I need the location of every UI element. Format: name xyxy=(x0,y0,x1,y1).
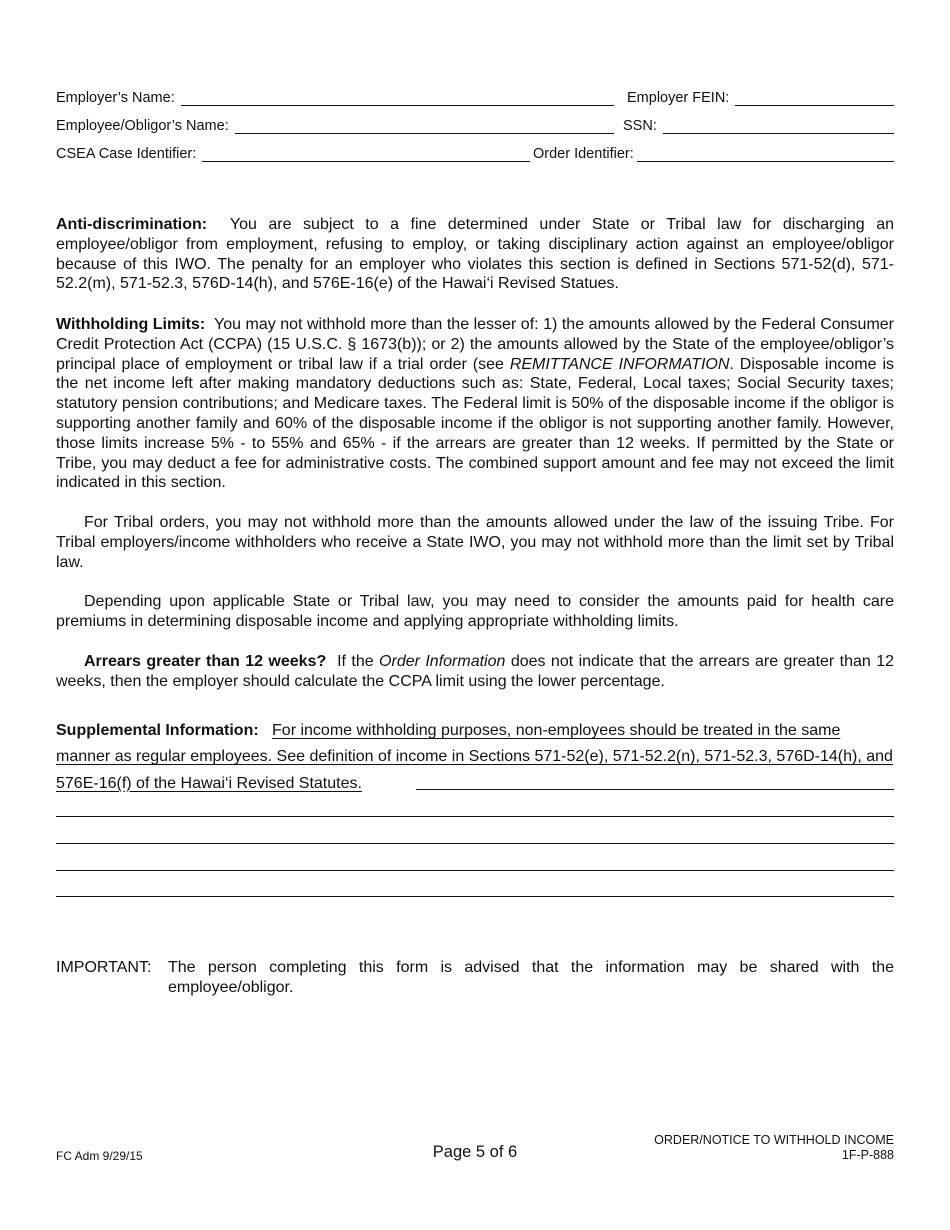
withholding-limits-text-continued: . Disposable income is the net income left after making mandatory deductions such as: State, Federal, Local taxes; Social Security taxes; statutory pension contributions; and Medicare taxes. The Federal limit is 50% of the disposable income if the obligor is supporting another family and 60% of the disposable income if the obligor is not supporting another family. However, those limits increase 5% - to 55% and 65% - if the arrears are greater than 12 weeks. If permitted by the State or Tribe, you may deduct a fee for administrative costs. The combined support amount and fee may not exceed the limit indicated in this section. xyxy=(56,355,894,492)
employer-name-label: Employer’s Name: xyxy=(56,90,175,106)
anti-discrimination-text: You are subject to a fine determined under State or Tribal law for discharging an employee/obligor from employment, refusing to employ, or taking disciplinary action against an employee/obligor because of this IWO. The penalty for an employer who violates this section is defined in Sections 571-52(d), 571-52.2(m), 571-52.3, 576D-14(h), and 576E-16(e) of the Hawai‘i Revised Statues. xyxy=(56,216,895,293)
footer-form-date: FC Adm 9/29/15 xyxy=(56,1149,143,1163)
tribal-orders-paragraph xyxy=(56,513,894,572)
supplemental-line-tail[interactable] xyxy=(416,789,894,790)
arrears-text-continued: does not indicate that the arrears are greater than 12 weeks, then the employer should calculate the CCPA limit using the lower percentage. xyxy=(56,653,895,690)
csea-case-label: CSEA Case Identifier: xyxy=(56,146,197,162)
footer-form-number: 1F-P-888 xyxy=(841,1148,894,1162)
order-identifier-field[interactable] xyxy=(533,146,894,162)
remittance-information-reference: REMITTANCE INFORMATION xyxy=(509,355,730,373)
supplemental-line[interactable] xyxy=(56,843,894,844)
employer-name-line[interactable] xyxy=(181,91,614,106)
supplemental-heading: Supplemental Information: xyxy=(56,722,259,739)
employer-name-field[interactable] xyxy=(56,90,614,106)
order-information-reference: Order Information xyxy=(379,653,506,670)
important-text: The person completing this form is advised that the information may be shared with the employee/obligor. xyxy=(168,959,894,996)
employer-fein-label: Employer FEIN: xyxy=(627,90,730,106)
employee-name-field[interactable] xyxy=(56,118,614,134)
arrears-heading: Arrears greater than 12 weeks? xyxy=(84,653,327,670)
important-notice xyxy=(56,958,894,998)
supplemental-text[interactable]: For income withholding purposes, non-employees should be treated in the same manner as regular employees. See definition of income in Sections 571-52(e), 571-52.2(n), 571-52.3, 576D-14(h), and 576E-16(f) of the Hawai‘i Revised Statutes. xyxy=(56,722,893,792)
ssn-label: SSN: xyxy=(623,118,657,134)
arrears-paragraph xyxy=(56,652,894,692)
ssn-line[interactable] xyxy=(663,119,894,134)
header-row-case xyxy=(56,146,894,166)
employee-name-label: Employee/Obligor’s Name: xyxy=(56,118,229,134)
health-care-paragraph xyxy=(56,592,894,632)
withholding-limits-paragraph xyxy=(56,315,894,493)
order-identifier-label: Order Identifier: xyxy=(533,146,634,162)
tribal-orders-text: For Tribal orders, you may not withhold more than the amounts allowed under the law of the issuing Tribe. For Tribal employers/income withholders who receive a State IWO, you may not withhold more than the limit set by Tribal law. xyxy=(56,514,894,571)
employee-name-line[interactable] xyxy=(235,119,614,134)
order-identifier-line[interactable] xyxy=(637,147,894,162)
withholding-limits-heading: Withholding Limits: xyxy=(56,316,206,333)
anti-discrimination-heading: Anti-discrimination: xyxy=(56,216,208,233)
csea-case-field[interactable] xyxy=(56,146,530,162)
arrears-text: If the xyxy=(337,653,380,670)
supplemental-line[interactable] xyxy=(56,870,894,871)
supplemental-information xyxy=(56,718,894,797)
header-row-employer xyxy=(56,90,894,110)
footer-form-title: ORDER/NOTICE TO WITHHOLD INCOME xyxy=(654,1133,894,1147)
supplemental-line[interactable] xyxy=(56,896,894,897)
employer-fein-field[interactable] xyxy=(627,90,894,106)
important-label: IMPORTANT: xyxy=(56,959,152,976)
form-page xyxy=(56,0,894,1230)
health-care-text: Depending upon applicable State or Tribal law, you may need to consider the amounts paid for health care premiums in determining disposable income and applying appropriate withholding limits. xyxy=(56,593,894,630)
ssn-field[interactable] xyxy=(623,118,894,134)
supplemental-line[interactable] xyxy=(56,816,894,817)
anti-discrimination-paragraph xyxy=(56,215,894,294)
page-number: Page 5 of 6 xyxy=(432,1143,518,1161)
footer-form-info xyxy=(654,1133,894,1163)
employer-fein-line[interactable] xyxy=(735,91,894,106)
withholding-limits-text: You may not withhold more than the lesser of: 1) the amounts allowed by the Federal Consumer Credit Protection Act (CCPA) (15 U.S.C. § 1673(b)); or 2) the amounts allowed by the State of the employee/obligor’s principal place of employment or tribal law if a trial order (see xyxy=(56,316,895,373)
csea-case-line[interactable] xyxy=(202,147,530,162)
header-row-employee xyxy=(56,118,894,138)
